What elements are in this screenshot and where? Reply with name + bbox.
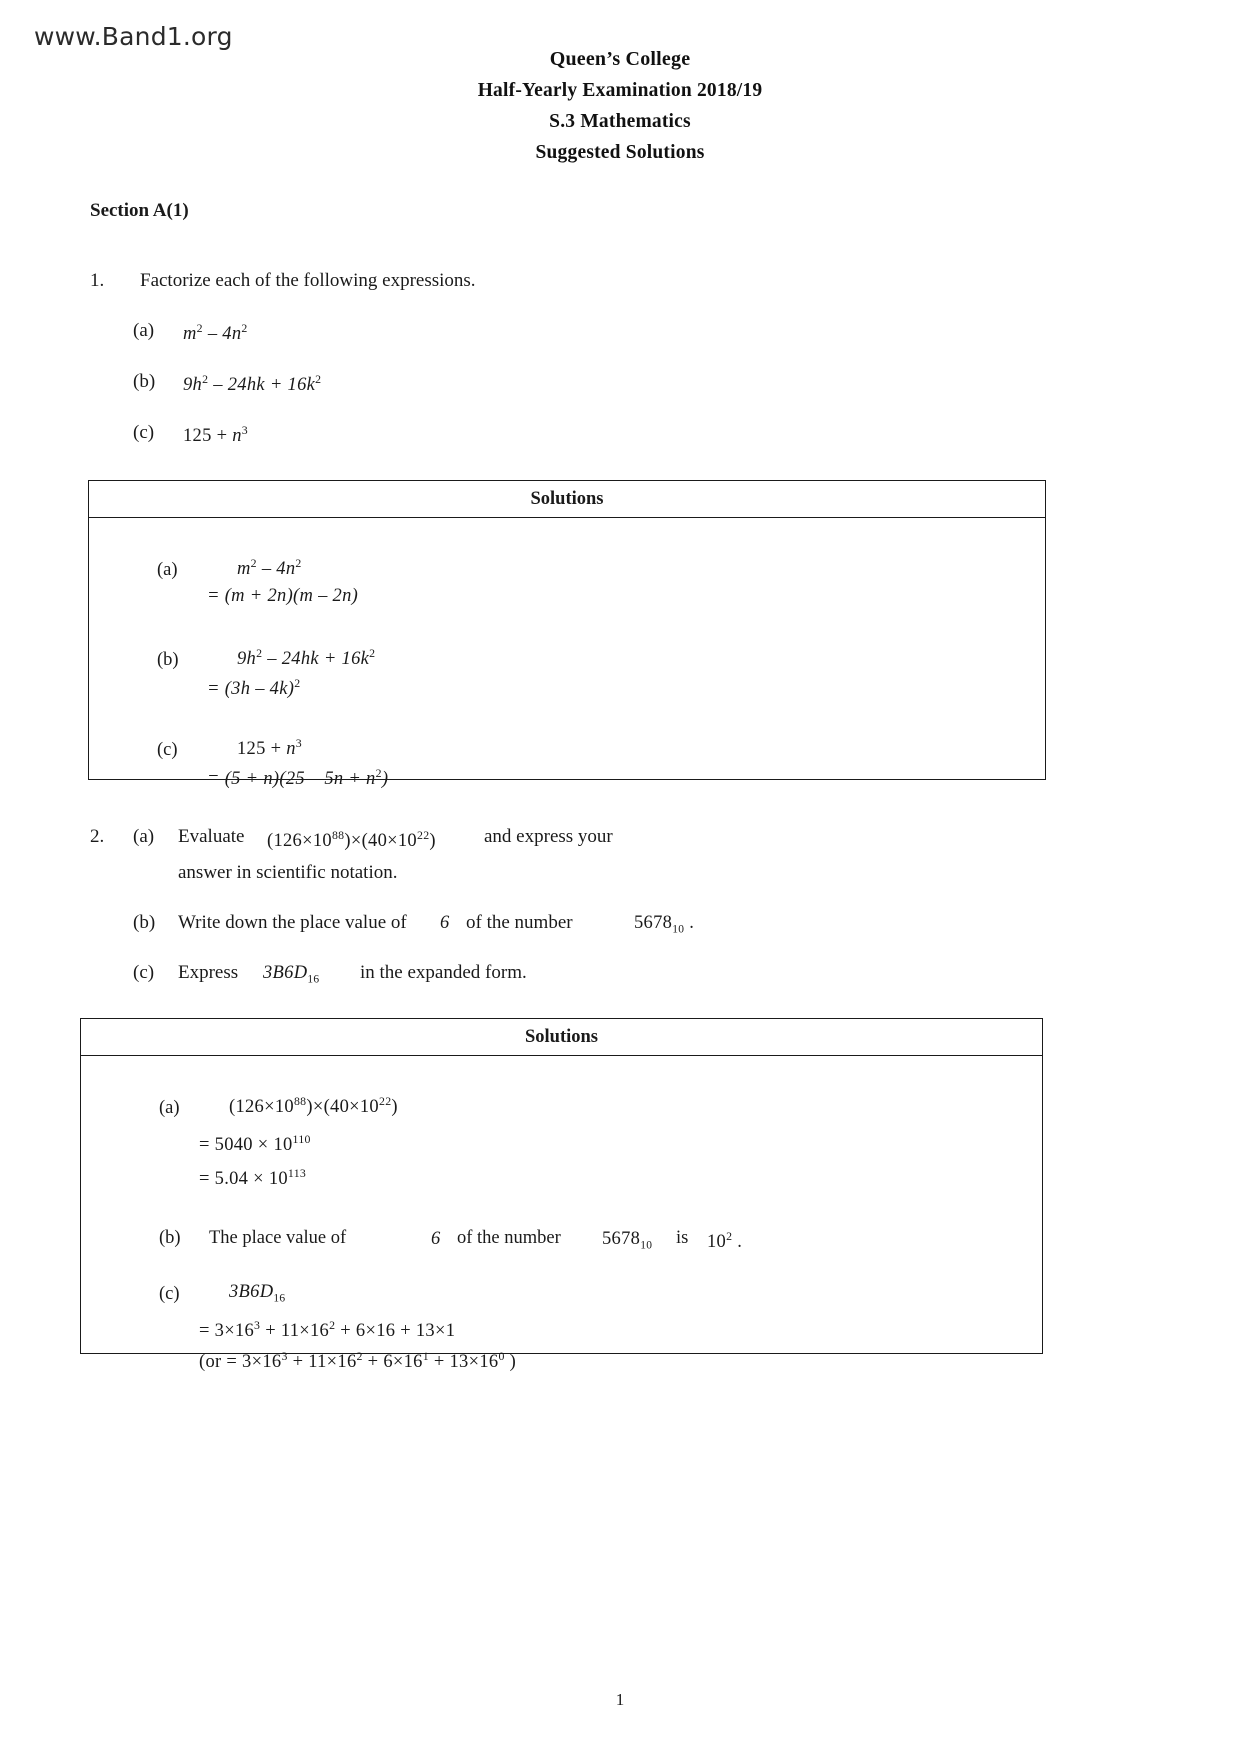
solution-1b-line-2: = (3h – 4k)$^2$	[207, 676, 301, 700]
solution-2b-text-1: The place value of	[209, 1228, 347, 1248]
question-1b-label: (b)	[133, 371, 156, 392]
solution-2a-line-3: = $5.04 \times 10^{113}$	[199, 1166, 307, 1190]
solution-2b-label: (b)	[159, 1228, 181, 1248]
solution-1a-label: (a)	[157, 560, 178, 580]
solution-2b-value-6: 6	[431, 1229, 441, 1249]
school-name: Queen’s College	[549, 48, 691, 70]
question-2c-label: (c)	[133, 962, 155, 983]
question-1a-label: (a)	[133, 320, 155, 341]
document-subtitle: Suggested Solutions	[535, 142, 705, 163]
question-1-stem: Factorize each of the following expressions.	[140, 270, 476, 291]
question-2b-value-6: 6	[440, 913, 450, 933]
question-2c-expression: $3B6D_{16}$	[263, 963, 320, 986]
question-1c-label: (c)	[133, 422, 155, 443]
solution-1a-line-2: = (m + 2n)(m – 2n)	[207, 586, 359, 606]
solution-1c-line-1: $125 + n^3$	[237, 736, 303, 760]
solution-1b-label: (b)	[157, 650, 179, 670]
question-2b-text-a: Write down the place value of	[178, 912, 407, 933]
solution-2a-line-1: $(126\times 10^{88})\times(40\times 10^{22})$	[229, 1094, 398, 1118]
solution-2b-place-value: $10^2$ .	[707, 1229, 743, 1253]
solution-box-1	[88, 480, 1046, 790]
question-1c-expression: $125 + n^3$	[183, 423, 249, 447]
solution-2c-line-2: = $3\times 16^3 + 11\times 16^2 + 6\times 16 + 13\times 1$	[199, 1318, 456, 1342]
solution-2a-line-2: = $5040 \times 10^{110}$	[199, 1132, 311, 1156]
solution-1c-line-2: = $(5 + n)(25 - 5n + n^2)$	[207, 766, 389, 790]
solution-1c-label: (c)	[157, 740, 178, 760]
question-2a-text-a: Evaluate	[178, 826, 245, 847]
section-heading: Section A(1)	[90, 200, 189, 221]
question-2-number: 2.	[90, 826, 105, 847]
solution-1b-line-1: $9h^2 - 24hk + 16k^2$	[237, 646, 376, 670]
question-2b-number: $5678_{10}$ .	[634, 913, 695, 936]
question-1b-expression: $9h^2 - 24hk + 16k^2$	[183, 372, 322, 396]
solution-2c-label: (c)	[159, 1284, 180, 1304]
document-header	[0, 44, 1240, 168]
solution-2b-text-2: of the number	[457, 1228, 561, 1248]
exam-name: Half-Yearly Examination 2018/19	[477, 80, 763, 101]
solution-2b-text-3: is	[676, 1228, 689, 1248]
question-2a-text-c: answer in scientific notation.	[178, 862, 398, 883]
page-number: 1	[615, 1690, 625, 1709]
question-2a-expression: $(126\times 10^{88})\times(40\times 10^{22})$	[267, 828, 436, 852]
solution-2a-label: (a)	[159, 1098, 180, 1118]
question-2a-label: (a)	[133, 826, 155, 847]
question-2c-text-a: Express	[178, 962, 239, 983]
question-1-number: 1.	[90, 270, 105, 291]
question-1a-expression: $m^2 - 4n^2$	[183, 321, 248, 345]
site-watermark: www.Band1.org	[34, 22, 233, 51]
solution-2-body	[81, 1056, 1042, 1390]
solution-1-body	[89, 518, 1045, 816]
solution-box-2	[80, 1018, 1043, 1373]
solution-2c-line-3: ($or = 3\times 16^3 + 11\times 16^2 + 6\times 16^1 + 13\times 16^0$ )	[199, 1349, 517, 1373]
question-2a-text-b: and express your	[484, 826, 613, 847]
solution-2b-number: $5678_{10}$	[602, 1229, 653, 1252]
solution-1-heading: Solutions	[89, 481, 1045, 518]
subject-name: S.3 Mathematics	[549, 111, 691, 132]
question-2b-text-b: of the number	[466, 912, 573, 933]
solution-1a-line-1: $m^2 - 4n^2$	[237, 556, 302, 580]
question-2c-text-b: in the expanded form.	[360, 962, 527, 983]
question-2b-label: (b)	[133, 912, 156, 933]
solution-2c-line-1: $3B6D_{16}$	[229, 1282, 286, 1305]
solution-2-heading: Solutions	[81, 1019, 1042, 1056]
